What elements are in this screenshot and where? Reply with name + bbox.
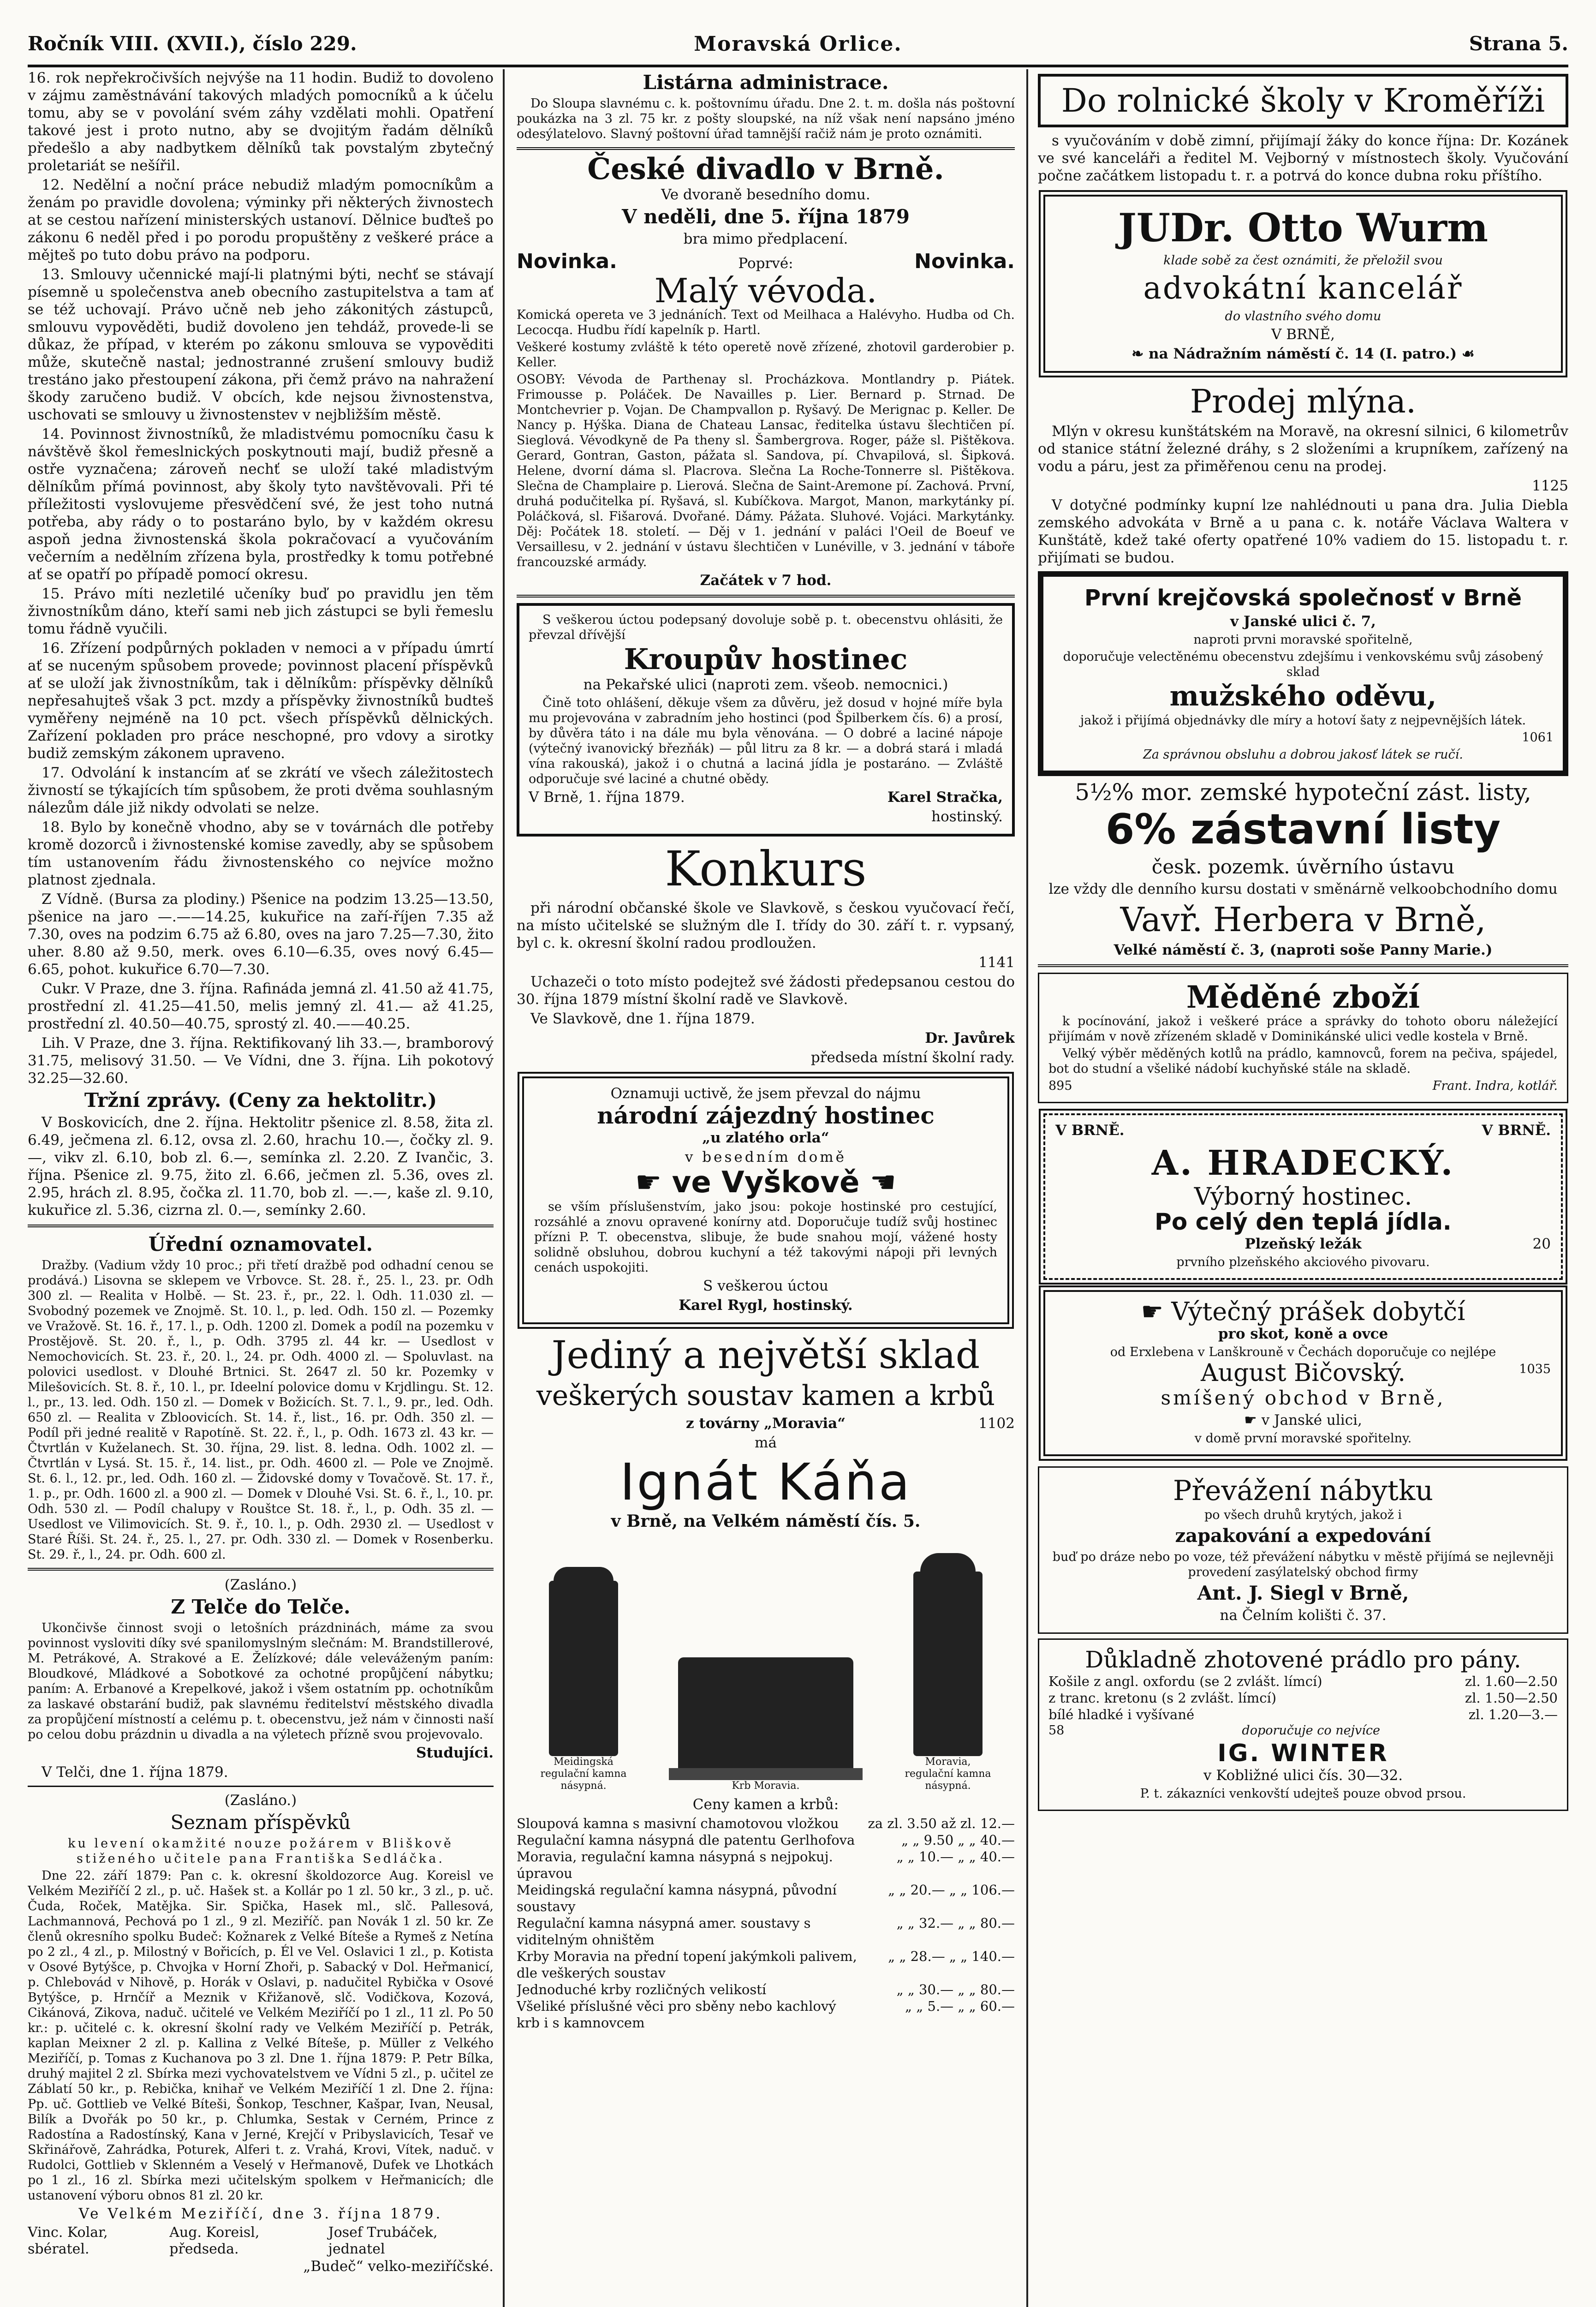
theatre-venue: Ve dvoraně besedního domu. xyxy=(661,186,870,203)
ad-subtitle: veškerých soustav kamen a krbů xyxy=(536,1380,995,1412)
price-value: „ „ 9.50 „ „ 40.— xyxy=(901,1832,1015,1848)
ad-note: naproti prvni moravské spořitelně, xyxy=(1193,633,1413,647)
play-description: Komická opereta ve 3 jednáních. Text od Meilhaca a Halévyho. Hudba od Ch. Lecocqa. Hudbu řídí kapelník p. Hartl. xyxy=(517,308,1015,337)
notice-text: Do Sloupa slavnému c. k. poštovnímu úřadu. Dne 2. t. m. došla nás poštovní poukázka na 3 zl. 75 kr. z pošty sloupské, na níž však není napsáno jméno odesýlatelovo. Slavný poštovní úřad tamnější račiž nám je proto oznámiti. xyxy=(517,96,1015,141)
ad-address: v domě první moravské spořitelny. xyxy=(1194,1431,1412,1446)
price-list-title: Ceny kamen a krbů: xyxy=(692,1796,839,1813)
price-row xyxy=(517,1981,1015,1998)
stove-top-icon xyxy=(554,1567,613,1581)
ad-title: První krejčovská společnosť v Brně xyxy=(1084,585,1522,611)
ad-title: Měděné zboží xyxy=(1186,979,1420,1015)
article-paragraph: 13. Smlouvy učennické mají-li platnými býti, nechť se stávají písemně u společenstva aneb obecního zastupitelstva a tam ať se též uchovají. Právo učně neb jeho zákonitých zástupců, smlouvu vypověděti, budiž dovoleno jen tehdáž, provede-li se důkaz, že případ, v kterém po zákonu smlouva se vypověditi může, skutečně nastal; jednostranné zrušení smlouvy budiž trestáno jako přestoupení zákona, při čemž právo na nahražení škody zaručeno budiž. V obcích, kde nejsou živnostenstva, uschovati se smlouvy u živnostenstev v nejbližším městě. xyxy=(28,266,494,423)
price-row xyxy=(517,1882,1015,1915)
article-paragraph: 18. Bylo by konečně vhodno, aby se v továrnách dle potřeby kromě dozorců i živnostenské komise zavedly, aby se spůsobem tím ustanovením řádu živnostenského co nejvíce možno platnost zjednala. xyxy=(28,819,494,888)
divider xyxy=(28,1568,494,1571)
market-report: Z Vídně. (Bursa za plodiny.) Pšenice na podzim 13.25—13.50, pšenice na jaro —.——14.25, kukuřice na zaří-říjen 7.35 až 7.30, oves na podzim 6.75 až 6.80, oves na jaro 7.25—7.30, žito uher. 8.80 až 9.50, merk. oves 6.10—6.35, oves nový 6.45—6.65, pohot. kukuřice 6.70—7.30. xyxy=(28,891,494,978)
ad-note: od Erxlebena v Lanškrouně v Čechách doporučuje co nejlépe xyxy=(1110,1345,1496,1359)
signature: Aug. Koreisl, předseda. xyxy=(169,2224,260,2257)
ad-number: 1102 xyxy=(978,1415,1015,1432)
price-value: „ „ 28.— „ „ 140.— xyxy=(888,1948,1015,1964)
cast-list: OSOBY: Vévoda de Parthenay sl. Procházkova. Montlandry p. Piátek. Frimousse p. Poláček. De Navailles p. Lier. Bernard p. Strnad. De Montchevrier p. Vojan. De Champvallon p. Ryšavý. De Merignac p. Keller. De Nancy p. Hýška. Diana de Chateau Lansac, ředitelka ústavu šlechtičen pí. Sieglová. Vévodkyně de Pa theny sl. Šambergrova. Roger, páže sl. Pištěkova. Gerard, Gontran, Gaston, pážata sl. Sandova, pí. Chvapilová, sl. Šipková. Helene, dvorní dáma sl. Placrova. Slečna La Roche-Tonnerre sl. Pištěkova. Slečna de Champlaire p. Lierová. Slečna de Saint-Aremone pí. Zachová. První, druhá podučitelka pí. Ryšavá, sl. Kubíčkova. Margot, Manon, markytánky pí. Poláčková, sl. Fišarová. Dvořané. Dámy. Pážata. Sluhové. Vojáci. Markytánky. Děj: Počátek 18. století. — Děj v 1. jednání v paláci l'Oeil de Boeuf ve Versaillesu, v 2. jednání v ústavu šlechtičen v Lunéville, v 3. jednání v táboře francouzské armády. xyxy=(517,372,1015,569)
ad-body: Čině toto ohlášení, děkuje všem za důvěru, jež dosud v hojné míře byla mu projevována v zabradním jeho hostinci (pod Špilberkem čís. 6) a prosí, by důvěra táto i na dále mu byla věnována. — O dobré a laciné nápoje (výtečný ivanovický březňák) — půl litru za 8 kr. — a dobrá stará i mladá vína rakouská), jakož i o chutná a laciná jídla je postaráno. — Zvláště odporučuje své laciné a chutné obědy. xyxy=(529,696,1003,786)
price-item: Košile z angl. oxfordu (se 2 zvlášt. límcí) xyxy=(1048,1673,1322,1689)
article-paragraph: 15. Právo míti nezletilé učeníky buď po pravidlu jen těm živnostníkům dáno, kteří sami neb jich zástupci se byli řemeslu tomu řádně vyučili. xyxy=(28,586,494,637)
price-value: „ „ 32.— „ „ 80.— xyxy=(896,1915,1015,1931)
ad-title: advokátní kancelář xyxy=(1143,270,1463,306)
ad-highlight: mužského oděvu, xyxy=(1169,680,1437,712)
ad-number: 1035 xyxy=(1519,1362,1551,1376)
ad-number: 1141 xyxy=(978,954,1015,971)
ad-address-text: na Nádražním náměstí č. 14 (I. patro.) xyxy=(1149,346,1457,362)
column-right xyxy=(1038,69,1568,2307)
price-item: bílé hladké i vyšívané xyxy=(1048,1707,1195,1722)
ad-body: jakož i přijímá objednávky dle míry a hotoví šaty z nejpevnějších látek. xyxy=(1080,713,1526,728)
ad-signature: Karel Rygl, hostinský. xyxy=(679,1297,853,1314)
premiere-label: Poprvé: xyxy=(738,255,793,272)
ad-city: V BRNĚ. xyxy=(1482,1122,1551,1139)
ad-highlight: Po celý den teplá jídla. xyxy=(1155,1208,1452,1235)
konkurs-signature-title: předseda místní školní rady. xyxy=(810,1049,1015,1066)
price-value: „ „ 20.— „ „ 106.— xyxy=(888,1882,1015,1898)
price-row xyxy=(517,1848,1015,1882)
stove-illustration xyxy=(899,1553,996,1792)
letter-body: Ukončivše činnost svoji o letošních prázdninách, máme za svou povinnost vysloviti díky své spanilomyslným slečnám: M. Brandstillerové, M. Petrákové, A. Strakové a E. Želízkové; dále veleváženým paním: Bloudkové, Mládkové a Sobotkové za ochotné propůjčení nábytku; paním: A. Erbanové a Krepelkové, jakož i všem ostatním pp. ochotníkům za laskavé obstarání budiž, pak slavnému ředitelství městského divadla za propůjčení místností a celému p. t. obecenstvu, jež nám v činnosti naší po celou dobu prázdnin u divadla a na výletech přízně svou projevovalo. xyxy=(28,1621,494,1742)
stove-caption: Moravia, regulační kamna násypná. xyxy=(905,1756,991,1792)
ad-intro: Oznamuji uctivě, že jsem převzal do nájmu xyxy=(610,1085,921,1102)
ad-winter xyxy=(1038,1638,1568,1811)
auction-notices: Dražby. (Vadium vždy 10 proc.; při třetí dražbě pod odhadní cenou se prodává.) Lisovna se sklepem ve Vrbovce. St. 28. ř., 25. l., 23. pr. Odh 300 zl. — Realita v Holbě. — St. 23. ř., pr., 22. l. Odh. 11.030 zl. — Svobodný pozemek ve Znojmě. St. 10. l., p. led. Odh. 150 zl. — Pozemky ve Vražově. St. 16. ř., 17. l., p. Odh. 1200 zl. Domek a podíl na pozemku v Prostějově. St. 20. ř., l., p. Odh. 3795 zl. 44 kr. — Usedlost v Nemochovicích. St. 23. ř., 20. l., 24. pr. Odh. 4000 zl. — Spoluvlast. na polovici usedlost. v Dlouhé Brtnici. St. 2647 zl. 50 kr. Pozemky v Milešovicích. St. 8. ř., 10. l., pr. Ideelní polovice domu v Krjdlingu. St. 12. l., pr., 13. led. Odh. 150 zl. — Domek v Božicích. St. 7. l., 9. pr., led. Odh. 650 zl. — Realita v Zbloovicích. St. 14. ř., list., 16. pr. Odh. 350 zl. — Podíl při jedné realitě v Rapotíně. St. 22. ř., l., p. Odh. 1673 zl. 43 kr. — Čtvrtlán v Kuželanech. St. 30. října, 29. list. 8. ledna. Odh. 1002 zl. — Čtvrtlán v Lysá. St. 15. ř., 14. list., pr. Odh. 4600 zl. — Pole ve Znojmě. St. 6. l., 12. pr., led. Odh. 160 zl. — Židovské domy v Tovačově. St. 17. ř., 1. p., pr. Odh. 1600 zl. a 900 zl. — Domek v Dlouhé Vsi. St. 6. ř., l., 10. pr. Odh. 530 zl. — Podíl chalupy v Rouštce St. 18. ř., l., p. Odh. 35 zl. — Usedlost ve Vilimovicích. St. 9. ř., 10. l., p. Odh. 2930 zl. — Usedlost v Staré Říši. St. 24. ř., 25. l., 27. pr. Odh. 330 zl. — Domek v Rosenberku. St. 29. ř., l., 24. pr. Odh. 600 zl. xyxy=(28,1258,494,1562)
price-value: „ „ 30.— „ „ 80.— xyxy=(896,1982,1015,1997)
ad-body: po všech druhů krytých, jakož i xyxy=(1204,1508,1402,1522)
section-title: Listárna administrace. xyxy=(643,71,889,94)
stove-illustration xyxy=(535,1567,632,1792)
society-name: „Budeč“ velko-meziříčské. xyxy=(303,2258,494,2275)
ad-city-row xyxy=(1055,1122,1551,1141)
ad-title-text: Výtečný prášek dobytčí xyxy=(1171,1297,1465,1326)
price-item: Všeliké příslušné věci pro sběny nebo kachlový krb i s kamnovcem xyxy=(517,1998,836,2031)
bonds-line: 5½% mor. zemské hypoteční zást. listy, xyxy=(1075,779,1531,806)
market-prices: V Boskovicích, dne 2. října. Hektolitr pšenice zl. 8.58, žita zl. 6.49, ječmena zl. 6.12, ovsa zl. 2.60, hrachu 10.—, čočky zl. 9.—, vikv zl. 6.10, bob zl. 6.—, semínka zl. 2.20. Z Ivančic, 3. října. Pšenice zl. 9.75, žito zl. 6.66, ječmen zl. 5.36, oves zl. 2.95, hrách zl. 8.95, čočka zl. 11.70, bob zl. —.—, kaše zl. 9.10, kukuřice zl. 5.36, cizrna zl. 0.—, semínky 2.60. xyxy=(28,1114,494,1219)
signature: Vinc. Kolar, sbératel. xyxy=(28,2224,108,2257)
ad-subtitle: do vlastního svého domu xyxy=(1225,309,1382,323)
column-left xyxy=(28,69,494,2307)
letter-signature: Studujíci. xyxy=(416,1745,494,1761)
stove-caption: Meidingská regulační kamna násypná. xyxy=(540,1756,627,1792)
ad-intro: S veškerou úctou podepsaný dovoluje sobě p. t. obecenstvu ohlásiti, že převzal dřívější xyxy=(529,613,1003,642)
divider xyxy=(28,1225,494,1227)
price-row xyxy=(1048,1690,1558,1706)
article-paragraph: 12. Nedělní a noční práce nebudiž mladým pomocníkům a ženám po pravidle dovolena; výminky při některých živnostech at se cestou nařízení ministerských ustanoví. Dělnice buďteš po zákonu 6 neděl před i po porodu propuštěny z veškeré práce a mějteš po tuto dobu právo na podporu. xyxy=(28,177,494,263)
stove-icon xyxy=(913,1572,983,1756)
divider xyxy=(517,147,1015,150)
ad-rec-row xyxy=(1048,1723,1558,1740)
merchant-row xyxy=(1055,1359,1551,1387)
ad-number: 1061 xyxy=(1522,730,1554,745)
divider xyxy=(517,595,1015,598)
novelty-label: Novinka. xyxy=(914,250,1015,273)
ad-product: Plzeňský ležák xyxy=(1245,1236,1362,1252)
ad-footer: P. t. zákazníci venkovští udejteš pouze obvod prsou. xyxy=(1140,1787,1466,1801)
bank-name: Vavř. Herbera v Brně, xyxy=(1120,900,1486,939)
ad-subtitle: Výborný hostinec. xyxy=(1194,1183,1412,1211)
ad-address: v Janské ulici č. 7, xyxy=(1230,613,1376,630)
section-title: Tržní zprávy. (Ceny za hektolitr.) xyxy=(84,1089,437,1112)
price-item: Sloupová kamna s masivní chamotovou vložkou xyxy=(517,1816,839,1831)
ad-city: V BRNĚ, xyxy=(1271,326,1335,343)
price-item: Meidingská regulační kamna násypná, původní soustavy xyxy=(517,1882,837,1914)
bonds-line: česk. pozemk. úvěrního ústavu xyxy=(1151,855,1455,878)
price-row xyxy=(517,1915,1015,1948)
ad-subtitle: klade sobě za čest oznámiti, že přeložil svou xyxy=(1163,253,1443,268)
price-value: „ „ 5.— „ „ 60.— xyxy=(905,1998,1015,2014)
ad-signature-title: hostinský. xyxy=(931,808,1003,825)
ad-close: S veškerou úctou xyxy=(703,1278,828,1294)
article-paragraph: 16. Zřízení podpůrných pokladen v nemoci a v případu úmrtí ať se nuceným spůsobem provede; povinnost placení příspěvků ať se uloží jak živnostníkům, tak i dělníkům: příspěvky dělníků nepřesahujteš však 3 pct. mzdy a příspěvky živnostníků budteš vyměřeny nejméně na 10 pct. všech příspěvků dělnických. Zařízení pokladen pro práce neschopné, pro vdovy a sirotky budiž zemským zákonem upraveno. xyxy=(28,640,494,762)
ad-place: V Brně, 1. října 1879. xyxy=(529,789,685,806)
page-header xyxy=(28,32,1568,67)
lawyer-name: JUDr. Otto Wurm xyxy=(1118,205,1489,251)
ad-highlight: zapakování a expedování xyxy=(1175,1525,1431,1547)
ad-footer: Za správnou obsluhu a dobrou jakosť látek se ručí. xyxy=(1143,747,1463,762)
section-title: Úřední oznamovatel. xyxy=(148,1233,373,1255)
article-paragraph: 17. Odvolání k instancím ať se zkrátí ve všech záležitostech živností se týkajících tím spůsobem, že proti dvěma souhlasným nálezům dále již nikdy odvolati se nelze. xyxy=(28,765,494,816)
ad-body: Velký výběr měděných kotlů na prádlo, kamnovců, forem na pečiva, spájedel, bot do studní a všeliké nádobí kuchyňské stále na skladě. xyxy=(1048,1046,1558,1076)
ad-kromeriz xyxy=(1038,74,1568,127)
price-value: zl. 1.60—2.50 xyxy=(1465,1673,1558,1689)
letter-place: Ve Velkém Meziříčí, dne 3. října 1879. xyxy=(78,2205,443,2222)
price-item: Moravia, regulační kamna násypná s nejpokuj. úpravou xyxy=(517,1849,833,1881)
konkurs-place: Ve Slavkově, dne 1. října 1879. xyxy=(530,1010,755,1027)
ad-number: 895 xyxy=(1048,1079,1072,1093)
ornament-icon: ☙ xyxy=(1457,346,1475,362)
price-row xyxy=(517,1832,1015,1848)
ad-address: v Kobližné ulici čís. 30—32. xyxy=(1203,1767,1403,1784)
price-row xyxy=(517,1815,1015,1832)
ad-body: V dotyčné podmínky kupní lze nahlédnouti u pana dra. Julia Diebla zemského advokáta v Brně a u pana c. k. notáře Václava Waltera v Kunštátě, kdež také oferty opatřené 10% vadiem do 15. listopadu t. r. přijímati se budou. xyxy=(1038,497,1568,566)
ad-number: 20 xyxy=(1532,1236,1551,1252)
pointing-hand-icon: ☚ xyxy=(859,1165,896,1200)
price-row xyxy=(517,1998,1015,2031)
ad-krejci xyxy=(1038,571,1568,776)
factory-name: z továrny „Moravia“ xyxy=(685,1415,846,1432)
theatre-note: bra mimo předplacení. xyxy=(683,231,848,247)
bank-address: Velké náměstí č. 3, (naproti soše Panny Marie.) xyxy=(1114,942,1493,958)
ad-rygl xyxy=(522,1076,1009,1324)
merchant-name: August Bičovský. xyxy=(1201,1359,1405,1387)
divider xyxy=(1038,964,1568,967)
issue-number: Ročník VIII. (XVII.), číslo 229. xyxy=(28,32,357,55)
ad-kroupa xyxy=(517,603,1015,837)
ad-title: Převážení nábytku xyxy=(1173,1475,1434,1507)
konkurs-body: Uchazeči o toto místo podejtež své žádosti předepsanou cestou do 30. října 1879 místní školní radě ve Slavkově. xyxy=(517,974,1015,1008)
fireplace-base-icon xyxy=(669,1768,863,1780)
price-item: Regulační kamna násypná amer. soustavy s viditelným ohništěm xyxy=(517,1915,811,1948)
price-value: za zl. 3.50 až zl. 12.— xyxy=(868,1816,1015,1831)
ad-shop: smíšený obchod v Brně, xyxy=(1161,1387,1446,1409)
start-time: Začátek v 7 hod. xyxy=(700,572,832,589)
play-description: Veškeré kostumy zvláště k této operetě nově zřízené, zhotovil garderobier p. Keller. xyxy=(517,340,1015,370)
ad-number: 58 xyxy=(1048,1723,1065,1738)
sent-in-label: (Zasláno.) xyxy=(224,1577,297,1593)
ad-body: se vším příslušenstvím, jako jsou: pokoje hostinské pro cestující, rozsáhlé a znovu opravené konírny atd. Doporučuje tudíž svůj hostinec přízni P. T. obecenstva, slibuje, že bude snahou mojí, vážené hosty solidně obsluhou, dobrou kuchyní a též takovými nápoji při levných cenách uspokojiti. xyxy=(534,1200,997,1275)
theatre-date: V neděli, dne 5. října 1879 xyxy=(622,205,910,228)
ad-signature: Karel Stračka, xyxy=(887,789,1003,806)
price-item: Jednoduché krby rozličných velikostí xyxy=(517,1982,767,1997)
ad-body: doporučuje velectěnému obecenstvu zdejšímu i venkovskému svůj zásobený sklad xyxy=(1063,650,1543,679)
divider xyxy=(28,1786,494,1787)
ad-subtitle: „u zlatého orla“ xyxy=(702,1130,829,1146)
price-list xyxy=(1048,1673,1558,1723)
novinka-row xyxy=(517,250,1015,274)
ad-address xyxy=(1055,1411,1551,1429)
ad-connector: má xyxy=(755,1434,777,1451)
price-value: zl. 1.50—2.50 xyxy=(1465,1690,1558,1706)
page-number: Strana 5. xyxy=(1469,32,1568,55)
ad-bicovsky xyxy=(1043,1290,1563,1456)
ad-number: 1125 xyxy=(1532,478,1568,494)
column-divider xyxy=(503,69,505,2307)
price-item: z tranc. kretonu (s 2 zvlášt. límcí) xyxy=(1048,1690,1277,1706)
price-value: „ „ 10.— „ „ 40.— xyxy=(896,1849,1015,1865)
play-title: Malý vévoda. xyxy=(654,271,877,310)
ad-note: prvního plzeňského akciového pivovaru. xyxy=(1176,1255,1430,1269)
ad-hradecky xyxy=(1043,1113,1563,1280)
signatures xyxy=(28,2224,494,2258)
pointing-hand-icon: ☛ xyxy=(1141,1297,1172,1326)
price-row xyxy=(1048,1673,1558,1690)
price-list xyxy=(517,1815,1015,2031)
ad-body: s vyučováním v době zimní, přijímají žáky do konce října: Dr. Kozánek ve své kanceláři a ředitel M. Vejborný v místnostech školy. Vyučování počne začátkem listopadu t. r. a potrvá do konce dubna roku příštího. xyxy=(1038,132,1568,184)
letter-title: Z Telče do Telče. xyxy=(171,1596,351,1618)
letter-title: Seznam příspěvků xyxy=(170,1811,351,1834)
merchant-name: IG. WINTER xyxy=(1217,1739,1389,1767)
donation-list: Dne 22. září 1879: Pan c. k. okresní školdozorce Aug. Koreisl ve Velkém Meziříčí 2 zl., p. uč. Hašek st. a Kollár po 1 zl. 50 kr., 3 zl., p. uč. Čuda, Roček, Matějka. Sir. Spička, Hasek ml., slč. Pallesová, Lachmannová, Pechová po 1 zl., 9 zl. Meziříč. pan Novák 1 zl. 50 kr. Ze členů okresního spolku Budeč: Kožnarek z Velké Bíteše a Rymeš z Netína po 2 zl., 4 zl., p. Milostný v Bořicích, p. Él ve Vel. Oslavici 1 zl., p. Kotista v Osové Bytýšce, p. Chvojka v Horní Zhoři, p. Sabacký v Dol. Heřmanicí, p. Chlebovád v Nihově, p. Horák v Oslavi, p. nadučitel Rybička v Osové Bytýšce, p. Hrnčíř a Meznik v Křižanově, slč. Vodičkova, Kozová, Cikánová, Zikova, naduč. učitelé ve Velkém Meziříčí po 1 zl., 11 zl. Po 50 kr.: p. učitelé c. k. okresní školní rady ve Velkém Meziříčí p. Petrák, kaplan Meixner 2 zl. p. Kallina z Velké Bíteše, p. Müller z Velkého Meziříčí, p. Tomas z Kuchanova po 3 zl. Dne 1. října 1879: P. Petr Bílka, druhý majitel 2 zl. Sbírka mezi vychovatelstvem ve Vídni 5 zl., p. učitel ze Záblatí 50 kr., p. Rebička, knihař ve Velkém Meziříčí 1 zl. Dne 2. října: Pp. uč. Gottlieb ve Velké Bíteši, Šonkop, Teschner, Kašpar, Ivan, Neusal, Bilík a Dvořák po 50 kr., p. Chlumka, Sestak v Cerném, Prince z Radostína a Radostínský, Kana v Jerné, Krejčí v Pribyslavicích, Tesař ve Skřinářově, Zahrádka, Poturek, Alferi t. z. Vrahá, Krovi, Vítek, naduč. v Rudolci, Gottlieb v Sklenném a Veselý v Heřmanově, Dufek ve Lhotkách po 1 zl., 16 zl. Sbírka mezi učitelským spolkem v Heřmanicích; dle ustanovení výboru obnos 81 zl. 20 kr. xyxy=(28,1869,494,2203)
letter-subtitle: ku levení okamžité nouze požárem v Bliškově stiženého učitele pana Františka Sedláčka. xyxy=(68,1836,453,1866)
bonds-title: 6% zástavní listy xyxy=(1105,805,1501,854)
market-report: Lih. V Praze, dne 3. října. Rektifikovaný lih 33.—, bramborový 31.75, melisový 31.50. — Ve Vídni, dne 3. října. Lih pokotový 32.25—32.60. xyxy=(28,1035,494,1087)
article-paragraph: 16. rok nepřekročivších nejvýše na 11 hodin. Budiž to dovoleno v zájmu zaměstnávání takových mladých pomocníků a k účelu tomu, aby se v povolání svém záhy vzdělati mohli. Opatření takové jest i proto nutno, aby se dvojitým řadám dělníků předešlo a aby nadbytkem dělníků tak povstalým zbytečný proletariát se nešířil. xyxy=(28,70,494,174)
ad-body: k pocínování, jakož i veškeré práce a správky do tohoto oboru náležející přijímám v nově zřízeném skladě v Dominikánské ulici vedle kostela v Brně. xyxy=(1048,1014,1558,1044)
ad-note: doporučuje co nejvíce xyxy=(1242,1723,1380,1738)
masthead-title: Moravská Orlice. xyxy=(694,32,902,56)
price-item: Krby Moravia na přední topení jakýmkoli palivem, dle veškerých soustav xyxy=(517,1948,857,1981)
column-middle xyxy=(517,69,1015,2307)
konkurs-body: při národní občanské škole ve Slavkově, s českou vyučovací řečí, na místo učitelské se služným dle I. třídy do 30. září t. r. vypsaný, byl c. k. okresní školní radou prodloužen. xyxy=(517,900,1015,951)
ad-siegl xyxy=(1038,1466,1568,1634)
price-row xyxy=(517,1948,1015,1981)
theatre-title: České divadlo v Brně. xyxy=(587,152,944,186)
ad-address-text: v Janské ulici, xyxy=(1261,1412,1362,1428)
columns xyxy=(28,69,1568,2307)
ad-title: národní zájezdný hostinec xyxy=(597,1102,935,1129)
pointing-hand-icon: ☛ xyxy=(635,1165,672,1200)
factory-row xyxy=(517,1415,1015,1432)
ad-subtitle: v besedním domě xyxy=(685,1149,847,1165)
stove-illustrations xyxy=(517,1534,1015,1792)
pointing-hand-icon: ☛ xyxy=(1244,1412,1262,1428)
ad-subtitle: pro skot, koně a ovce xyxy=(1218,1326,1388,1342)
ad-subtitle: na Pekařské ulici (naproti zem. všeob. nemocnici.) xyxy=(583,676,948,693)
ad-indra xyxy=(1038,973,1568,1103)
letter-date: V Telči, dne 1. října 1879. xyxy=(42,1764,228,1781)
price-value: zl. 1.20—3.— xyxy=(1468,1707,1558,1722)
signature: Josef Trubáček, jednatel xyxy=(328,2224,438,2257)
novelty-label: Novinka. xyxy=(517,250,617,273)
ad-body: Mlýn v okresu kunštátském na Moravě, na okresní silnici, 6 kilometrův od stanice státní železné dráhy, s 2 složeními a krupníkem, zařízený na vodu a páru, jest za přiměřenou cenu na prodej. xyxy=(1038,423,1568,475)
ad-signature: Frant. Indra, kotlář. xyxy=(1432,1079,1558,1093)
price-row xyxy=(1048,1706,1558,1723)
ad-city-name: ve Vyškově xyxy=(672,1165,860,1200)
ad-title: Jediný a největší sklad xyxy=(551,1333,980,1377)
ornament-icon: ❧ xyxy=(1131,346,1149,362)
bonds-note: lze vždy dle denního kursu dostati v směnárně velkoobchodního domu xyxy=(1048,881,1558,897)
merchant-name: Ant. J. Siegl v Brně, xyxy=(1197,1582,1409,1604)
column-divider xyxy=(1026,69,1028,2307)
ad-title: Do rolnické školy v Kroměříži xyxy=(1061,82,1545,120)
ad-title xyxy=(1055,1297,1551,1326)
article-paragraph: 14. Povinnost živnostníků, že mladistvému pomocníku času k návštěvě škol řemeslnických poskytnouti mají, budiž přesně a ostře vyznačena; zároveň nechť se uloží také mladistvým dělníkům přímá povinnost, aby školy tyto navštěvovali. Při té příležitosti vyslovujeme přesvědčení své, že jest toho nutná potřeba, aby rády o to postaráno bylo, by v každém okresu aspoň jedna živnostenská škola pokračovací a vyučováním večerním a nedělním zřízena byla, prostředky k tomu potřebné ať se opatří po případě pomocí okresu. xyxy=(28,426,494,583)
ad-title: Prodej mlýna. xyxy=(1190,383,1417,420)
fireplace-caption: Krb Moravia. xyxy=(732,1780,800,1792)
sent-in-label: (Zasláno.) xyxy=(224,1792,297,1809)
ad-title: Kroupův hostinec xyxy=(624,642,908,676)
ad-address xyxy=(1055,345,1551,363)
fireplace-illustration xyxy=(669,1657,863,1792)
merchant-name: Ignát Káňa xyxy=(619,1452,912,1512)
ad-city xyxy=(534,1165,997,1200)
price-item: Regulační kamna násypná dle patentu Gerlhofova xyxy=(517,1832,855,1848)
beer-row xyxy=(1055,1235,1551,1253)
konkurs-signature: Dr. Javůrek xyxy=(925,1030,1015,1046)
stove-top-icon xyxy=(920,1553,976,1572)
ad-title: Důkladně zhotovené prádlo pro pány. xyxy=(1085,1646,1521,1673)
ad-footer xyxy=(529,789,1003,808)
fireplace-icon xyxy=(678,1657,853,1768)
merchant-address: v Brně, na Velkém náměstí čís. 5. xyxy=(611,1512,921,1531)
konkurs-title: Konkurs xyxy=(665,841,867,897)
ad-address: na Čelním kolišti č. 37. xyxy=(1220,1607,1387,1624)
stove-icon xyxy=(549,1581,618,1756)
ad-footer xyxy=(1048,1078,1558,1095)
ad-body: buď po dráze nebo po voze, též převážení nábytku v městě přijímá se nejlevněji provedení zasýlatelský obchod firmy xyxy=(1052,1550,1554,1579)
ad-title: A. HRADECKÝ. xyxy=(1151,1143,1455,1183)
market-report: Cukr. V Praze, dne 3. října. Rafináda jemná zl. 41.50 až 41.75, prostřední zl. 41.25—41.50, melis jemný zl. 41.— až 41.25, prostřední zl. 40.50—40.75, sprostý zl. 40.——40.25. xyxy=(28,980,494,1032)
ad-wurm xyxy=(1043,195,1563,373)
ad-city: V BRNĚ. xyxy=(1055,1122,1125,1139)
